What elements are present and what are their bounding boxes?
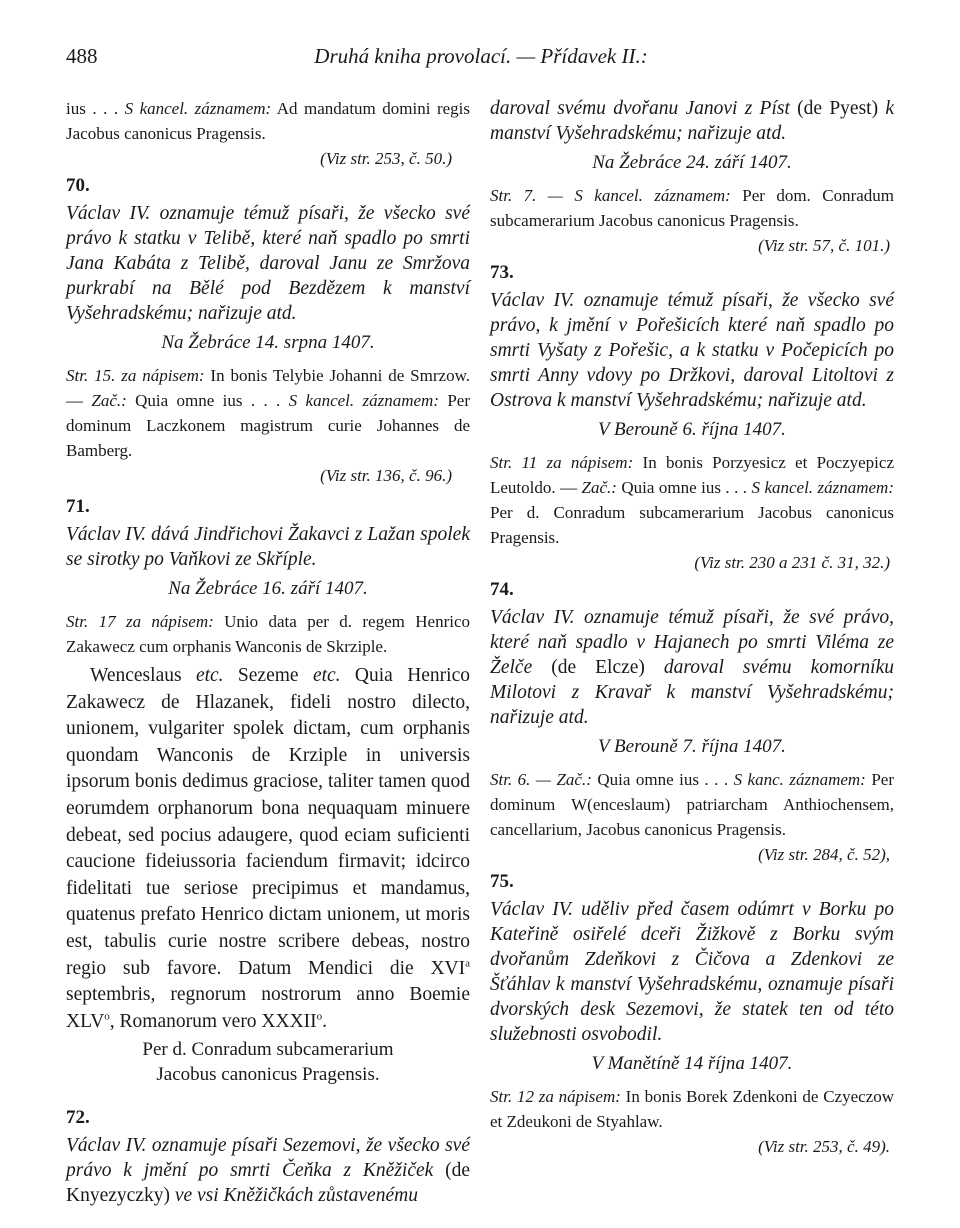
note-text: Quia omne ius . . . (616, 478, 748, 497)
note-label: Zač.: (91, 391, 127, 410)
charter-part: . (322, 1010, 328, 1032)
page-number: 488 (66, 44, 98, 68)
summary-latin-name: (de Elcze) (551, 657, 645, 678)
note-text: Quia omne ius . . . (591, 770, 734, 789)
charter-part: Quia Henrico Zakawecz de Hlazanek, fideli nostro dilecto, unionem, vulgariter spolek dictam, cum orphanis quondam Wanconis de Krziple in universis ipsorum bonis dedimus graciose, taliter tamen quod eorumdem orphanorum bona nequaquam minuere debeat, sed pocius adaugere, quod eciam suficienti caucione fideiussoria faciendum firmavit; idcirco fidelitati tue seriose precipimus et mandamus, quatenus prefato Henrico dictam unionem, ut moris est, tabulis curie nostre scribere debeas, nostro regio sub favore. Datum Mendici die XVI (66, 665, 470, 979)
cross-reference: (Viz str. 57, č. 101.) (758, 236, 890, 255)
entry-70-place-date: Na Žebráce 14. srpna 1407. (161, 332, 375, 353)
entry-71-note (66, 609, 470, 659)
right-column (490, 96, 894, 1159)
cross-reference: (Viz str. 253, č. 50.) (320, 149, 452, 168)
summary-latin-name: (de Pyest) (797, 98, 879, 119)
entry-number-75: 75. (490, 871, 514, 892)
entry-73-note (490, 450, 894, 550)
entry-number-73: 73. (490, 262, 514, 283)
cross-reference: (Viz str. 284, č. 52), (758, 845, 890, 864)
entry-72-note (490, 183, 894, 233)
entry-number-74: 74. (490, 579, 514, 600)
entry-74-place-date: V Berouně 7. října 1407. (598, 736, 786, 757)
signature-line: Per d. Conradum subcamerarium (142, 1039, 394, 1061)
entry-70-note (66, 363, 470, 463)
entry-75-summary: Václav IV. uděliv před časem odúmrt v Borku po Kateřině osiřelé dceři Žižkově z Borku svým dvořanům Zdeňkovi z Čičova a Zdenkovi ze Šťáhlav k manství Vyšehradskému, oznamuje písaři dvorských desk Sezemovi, že statek ten od této služebnosti osvobodil. (490, 899, 894, 1045)
note-text: Per d. Conradum subcamerarium Jacobus canonicus Pragensis. (490, 503, 894, 547)
note-text: Quia omne ius . . . (126, 391, 281, 410)
summary-part: Václav IV. oznamuje témuž písaři, že své právo, které naň spadlo v Hajanech po smrti Viléma ze Želče (490, 607, 894, 678)
entry-number-72: 72. (66, 1107, 90, 1129)
latin-charter-text (66, 663, 470, 1035)
intro-text: Ad mandatum domini regis Jacobus canonicus Pragensis. (66, 99, 470, 143)
entry-74-summary (490, 605, 894, 730)
entry-72-summary-continued (490, 96, 894, 146)
charter-part: Wenceslaus (90, 665, 196, 686)
intro-lead: ius . . . (66, 99, 125, 118)
note-label: Str. 17 za nápisem: (66, 612, 214, 631)
entry-72-place-date: Na Žebráce 24. září 1407. (592, 152, 792, 173)
superscript: a (465, 957, 470, 970)
summary-latin-name: (de Knyezyczky) (66, 1160, 470, 1207)
note-label: Str. 6. — Zač.: (490, 770, 592, 789)
charter-abbrev: etc. (312, 665, 341, 686)
note-label: Str. 7. — S kancel. záznamem: (490, 186, 731, 205)
charter-part: septembris, regnorum nostrorum anno Boemie XLV (66, 984, 470, 1032)
seal-mark: S kancel. záznamem: (288, 391, 439, 410)
note-text: In bonis Porzyesicz et Poczyepicz Leutoldo. — (490, 453, 894, 497)
note-label: Str. 15. za nápisem: (66, 366, 205, 385)
note-text: Per dominum W(enceslaum) patriarcham Anthiochensem, cancellarium, Jacobus canonicus Pragensis. (490, 770, 894, 839)
entry-74-note (490, 767, 894, 842)
entry-73-place-date: V Berouně 6. října 1407. (598, 419, 786, 440)
entry-75-place-date: V Manětíně 14 října 1407. (591, 1053, 793, 1074)
note-text: Per dominum Laczkonem magistrum curie Johannes de Bamberg. (66, 391, 470, 460)
entry-73-summary: Václav IV. oznamuje témuž písaři, že všecko své právo, k jmění v Pořešicích které naň spadlo po smrti Vyšaty z Pořešic, a k statku v Počepicích po smrti Anny vdovy po Držkovi, daroval Litoltovi z Ostrova k manství Vyšehradskému; nařizuje atd. (490, 290, 894, 411)
entry-number-71: 71. (66, 496, 90, 517)
charter-abbrev: etc. (195, 665, 224, 686)
cross-reference: (Viz str. 230 a 231 č. 31, 32.) (694, 553, 890, 572)
intro-note (66, 96, 470, 146)
seal-mark: S kancel. záznamem: (124, 99, 272, 118)
note-text: In bonis Borek Zdenkoni de Czyeczow et Zdeukoni de Styahlaw. (490, 1087, 894, 1131)
superscript: o (104, 1010, 110, 1023)
note-label: Str. 12 za nápisem: (490, 1087, 621, 1106)
charter-part: , Romanorum vero XXXII (109, 1010, 317, 1032)
entry-75-note (490, 1084, 894, 1134)
entry-70-summary: Václav IV. oznamuje témuž písaři, že všecko své právo k statku v Telibě, které naň spadlo po smrti Jana Kabáta z Telibě, daroval Janu ze Smržova purkrabí na Bělé pod Bezdězem k manství Vyšehradskému; nařizuje atd. (66, 203, 470, 324)
seal-mark: S kancel. záznamem: (751, 478, 894, 497)
page-header (66, 44, 896, 74)
summary-part: daroval svému komorníku Milotovi z Kravař k manství Vyšehradskému; nařizuje atd. (490, 657, 894, 728)
note-label: Zač.: (581, 478, 617, 497)
seal-mark: S kanc. záznamem: (733, 770, 866, 789)
running-title: Druhá kniha provolací. — Přídavek II.: (314, 44, 648, 68)
superscript: o (316, 1010, 323, 1023)
entry-number-70: 70. (66, 175, 90, 196)
note-text: Per dom. Conradum subcamerarium Jacobus canonicus Pragensis. (490, 186, 894, 230)
summary-part: ve vsi Kněžičkách zůstavenému (169, 1185, 418, 1207)
note-text: Unio data per d. regem Henrico Zakawecz cum orphanis Wanconis de Skrziple. (66, 612, 470, 656)
summary-part: Václav IV. oznamuje písaři Sezemovi, že všecko své právo k jmění po smrti Čeňka z Kněžiček (66, 1135, 470, 1182)
signature-line: Jacobus canonicus Pragensis. (156, 1064, 380, 1086)
entry-71-place-date: Na Žebráce 16. září 1407. (168, 578, 368, 599)
left-column (66, 96, 470, 1208)
charter-part: Sezeme (223, 665, 313, 686)
entry-72-summary (66, 1133, 470, 1208)
cross-reference: (Viz str. 253, č. 49). (758, 1137, 890, 1156)
cross-reference: (Viz str. 136, č. 96.) (320, 466, 452, 485)
summary-part: daroval svému dvořanu Janovi z Píst (490, 98, 798, 119)
note-label: Str. 11 za nápisem: (490, 453, 634, 472)
note-text: In bonis Telybie Johanni de Smrzow. — (66, 366, 470, 410)
entry-71-summary: Václav IV. dává Jindřichovi Žakavci z Lažan spolek se sirotky po Vaňkovi ze Skříple. (66, 524, 470, 570)
summary-part: k manství Vyšehradskému; nařizuje atd. (490, 98, 894, 144)
